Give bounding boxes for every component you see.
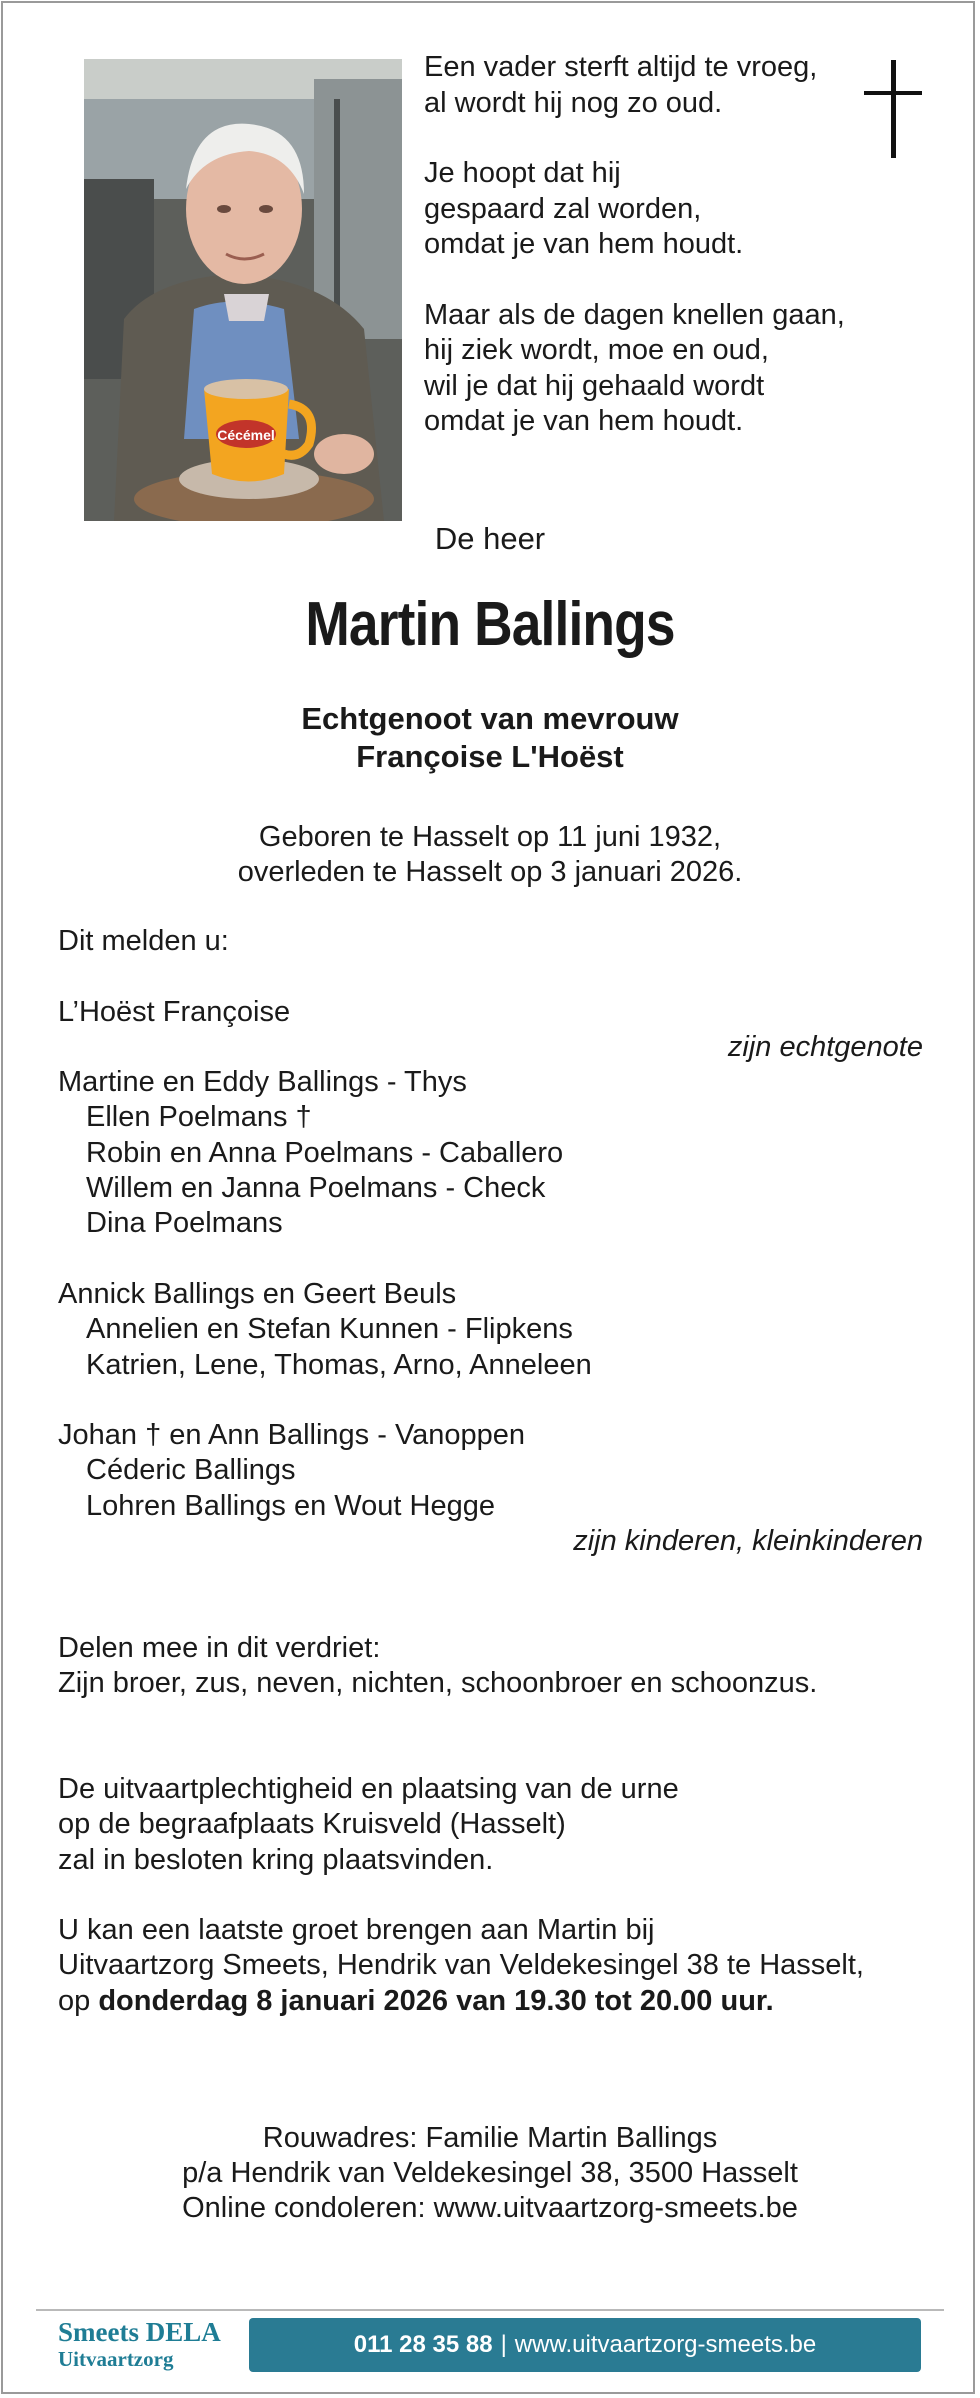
spouse-name: L’Hoëst Françoise: [58, 995, 291, 1028]
rouwadres-address: p/a Hendrik van Veldekesingel 38, 3500 Hasselt: [182, 2157, 798, 2189]
share-list: Zijn broer, zus, neven, nichten, schoonbroer en schoonzus.: [58, 1667, 818, 1700]
ceremony-info: [58, 1772, 923, 2019]
logo-brand: Smeets DELA: [58, 2317, 221, 2347]
footer-phone[interactable]: 011 28 35 88: [353, 2331, 493, 2358]
poem-line: wil je dat hij gehaald wordt: [424, 369, 765, 402]
life-dates: [0, 820, 980, 890]
poem-line: Maar als de dagen knellen gaan,: [424, 298, 845, 331]
poem-line: hij ziek wordt, moe en oud,: [424, 334, 769, 366]
visit-line-3: [58, 1984, 923, 2019]
family-member: Dina Poelmans: [86, 1207, 283, 1240]
family-member: Annelien en Stefan Kunnen - Flipkens: [86, 1313, 573, 1346]
poem-line: Je hoopt dat hij: [424, 157, 621, 189]
online-condolences: Online condoleren: www.uitvaartzorg-smeets.be: [182, 2192, 798, 2224]
funeral-home-logo: [58, 2317, 221, 2371]
footer-website-link[interactable]: www.uitvaartzorg-smeets.be: [514, 2331, 817, 2358]
poem-stanza-1: [424, 50, 884, 121]
family-head: Johan † en Ann Ballings - Vanoppen: [58, 1419, 526, 1452]
death-date: overleden te Hasselt op 3 januari 2026.: [237, 856, 743, 888]
cross-icon: [864, 60, 922, 158]
portrait-photo: [84, 59, 402, 521]
birth-date: Geboren te Hasselt op 11 juni 1932,: [258, 821, 722, 853]
family-head: Annick Ballings en Geert Beuls: [58, 1277, 457, 1310]
visit-line-2: Uitvaartzorg Smeets, Hendrik van Veldekesingel 38 te Hasselt,: [58, 1949, 864, 1982]
poem-line: al wordt hij nog zo oud.: [424, 86, 723, 119]
spouse-info: [0, 700, 980, 776]
family-head: Martine en Eddy Ballings - Thys: [58, 1066, 467, 1099]
rouwadres: Rouwadres: Familie Martin Ballings: [262, 2122, 718, 2154]
family-member: Ellen Poelmans †: [86, 1101, 312, 1134]
visit-prefix: op: [58, 1984, 99, 2017]
ceremony-line: op de begraafplaats Kruisveld (Hasselt): [58, 1808, 566, 1841]
poem-line: omdat je van hem houdt.: [424, 405, 744, 437]
contact-info: [0, 2121, 980, 2226]
poem-line: omdat je van hem houdt.: [424, 228, 744, 260]
children-role: zijn kinderen, kleinkinderen: [573, 1525, 923, 1558]
poem-stanza-3: [424, 298, 884, 440]
footer-divider: [36, 2309, 944, 2311]
spouse-role: zijn echtgenote: [727, 1030, 923, 1063]
spouse-line-1: Echtgenoot van mevrouw: [301, 701, 679, 736]
logo-sub: Uitvaartzorg: [58, 2347, 174, 2371]
footer-separator: |: [500, 2331, 507, 2358]
mug-logo-text: Cécémel: [217, 427, 275, 443]
spouse-line-2: Françoise L'Hoëst: [356, 739, 624, 774]
share-intro: Delen mee in dit verdriet:: [58, 1632, 381, 1664]
family-member: Robin en Anna Poelmans - Caballero: [86, 1136, 564, 1169]
ceremony-line: De uitvaartplechtigheid en plaatsing van de urne: [58, 1773, 679, 1805]
deceased-name: Martin Ballings: [305, 590, 675, 659]
family-member: Katrien, Lene, Thomas, Arno, Anneleen: [86, 1348, 592, 1381]
poem-line: Een vader sterft altijd te vroeg,: [424, 51, 818, 83]
footer-contact-bar: [249, 2318, 921, 2372]
visit-datetime: donderdag 8 januari 2026 van 19.30 tot 20.00 uur.: [98, 1984, 774, 2017]
ceremony-line: zal in besloten kring plaatsvinden.: [58, 1843, 494, 1876]
poem: [424, 50, 884, 475]
family-announcement: [58, 924, 923, 1559]
family-member: Céderic Ballings: [86, 1454, 296, 1487]
announcement-intro: Dit melden u:: [58, 925, 229, 957]
family-member: Lohren Ballings en Wout Hegge: [86, 1489, 495, 1522]
shared-grief: [58, 1631, 923, 1702]
poem-line: gespaard zal worden,: [424, 192, 702, 225]
poem-stanza-2: [424, 156, 884, 263]
family-member: Willem en Janna Poelmans - Check: [86, 1172, 546, 1205]
salutation: De heer: [434, 521, 546, 556]
visit-line-1: U kan een laatste groet brengen aan Martin bij: [58, 1914, 655, 1947]
